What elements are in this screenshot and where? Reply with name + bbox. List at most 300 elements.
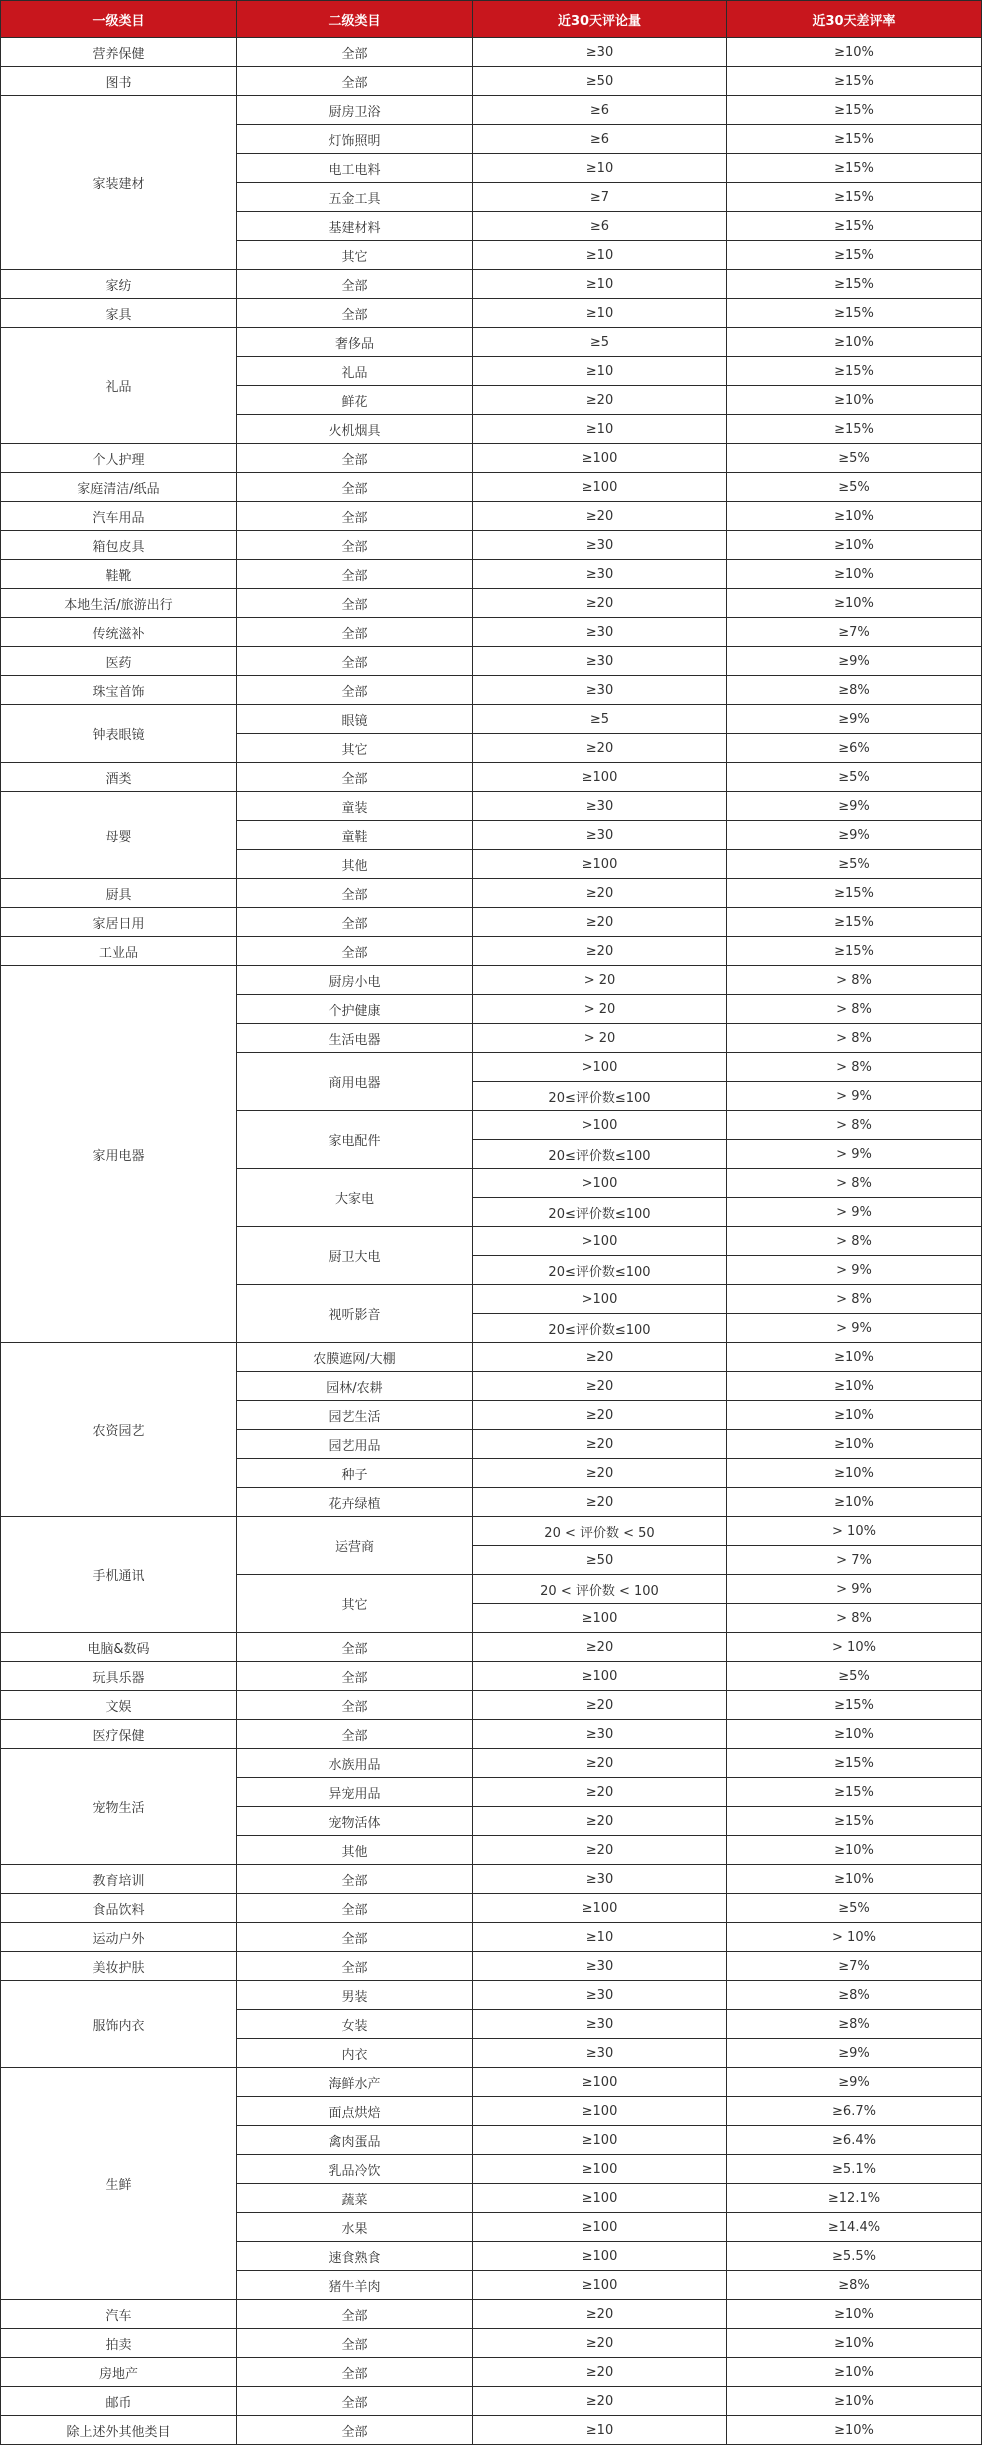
review-count-cell: ≥100 [473, 2155, 727, 2184]
table-row [1, 2387, 982, 2416]
review-count-cell: ≥20 [473, 1343, 727, 1372]
level1-category-cell: 珠宝首饰 [1, 676, 237, 705]
level2-category-cell: 蔬菜 [237, 2184, 473, 2213]
negative-rate-cell: ≥6% [727, 734, 982, 763]
level1-category-cell: 家用电器 [1, 966, 237, 1343]
review-count-cell: ≥20 [473, 1488, 727, 1517]
table-row [1, 67, 982, 96]
level2-category-cell: 全部 [237, 38, 473, 67]
negative-rate-cell: ≥10% [727, 1720, 982, 1749]
review-count-cell: ≥30 [473, 618, 727, 647]
level2-category-cell: 童装 [237, 792, 473, 821]
negative-rate-cell: ≥14.4% [727, 2213, 982, 2242]
negative-rate-cell: > 10% [727, 1517, 982, 1546]
negative-rate-cell: ≥5% [727, 1894, 982, 1923]
negative-rate-cell: ≥10% [727, 1865, 982, 1894]
review-count-cell: ≥30 [473, 531, 727, 560]
negative-rate-cell: ≥10% [727, 2358, 982, 2387]
negative-rate-cell: ≥9% [727, 2039, 982, 2068]
review-count-cell: ≥30 [473, 560, 727, 589]
table-row [1, 705, 982, 734]
negative-rate-cell: ≥5.5% [727, 2242, 982, 2271]
level1-category-cell: 母婴 [1, 792, 237, 879]
table-body [1, 38, 982, 2445]
review-count-cell: ≥30 [473, 1720, 727, 1749]
level1-category-cell: 教育培训 [1, 1865, 237, 1894]
table-row [1, 531, 982, 560]
level1-category-cell: 家庭清洁/纸品 [1, 473, 237, 502]
table-row [1, 270, 982, 299]
review-count-cell: ≥10 [473, 270, 727, 299]
negative-rate-cell: > 7% [727, 1546, 982, 1575]
negative-rate-cell: ≥15% [727, 415, 982, 444]
level2-category-cell: 全部 [237, 560, 473, 589]
negative-rate-cell: ≥12.1% [727, 2184, 982, 2213]
review-count-cell: ≥20 [473, 1459, 727, 1488]
level2-category-cell: 海鲜水产 [237, 2068, 473, 2097]
level2-category-cell: 全部 [237, 2329, 473, 2358]
table-row [1, 647, 982, 676]
level1-category-cell: 礼品 [1, 328, 237, 444]
negative-rate-cell: ≥15% [727, 299, 982, 328]
level2-category-cell: 园林/农耕 [237, 1372, 473, 1401]
review-count-cell: ≥20 [473, 1749, 727, 1778]
review-count-cell: ≥20 [473, 908, 727, 937]
level1-category-cell: 医疗保健 [1, 1720, 237, 1749]
negative-rate-cell: ≥15% [727, 212, 982, 241]
table-row [1, 2329, 982, 2358]
header-level2-category: 二级类目 [237, 1, 473, 38]
level1-category-cell: 玩具乐器 [1, 1662, 237, 1691]
negative-rate-cell: ≥9% [727, 705, 982, 734]
review-count-cell: ≥20 [473, 2329, 727, 2358]
negative-rate-cell: > 8% [727, 1024, 982, 1053]
negative-rate-cell: ≥15% [727, 1807, 982, 1836]
table-row [1, 1894, 982, 1923]
level2-category-cell: 水族用品 [237, 1749, 473, 1778]
review-count-cell: ≥30 [473, 2010, 727, 2039]
review-count-cell: ≥10 [473, 2416, 727, 2445]
review-count-cell: ≥20 [473, 2387, 727, 2416]
review-count-cell: ≥20 [473, 1430, 727, 1459]
negative-rate-cell: ≥7% [727, 618, 982, 647]
review-count-cell: ≥30 [473, 792, 727, 821]
level1-category-cell: 手机通讯 [1, 1517, 237, 1633]
level1-category-cell: 汽车 [1, 2300, 237, 2329]
review-count-cell: ≥10 [473, 154, 727, 183]
review-count-cell: ≥100 [473, 1894, 727, 1923]
level2-category-cell: 全部 [237, 1894, 473, 1923]
table-row [1, 908, 982, 937]
level2-category-cell: 禽肉蛋品 [237, 2126, 473, 2155]
level2-category-cell: 水果 [237, 2213, 473, 2242]
level1-category-cell: 医药 [1, 647, 237, 676]
review-count-cell: ≥20 [473, 502, 727, 531]
negative-rate-cell: > 9% [727, 1198, 982, 1227]
table-row [1, 1517, 982, 1546]
level2-category-cell: 鲜花 [237, 386, 473, 415]
level2-category-cell: 全部 [237, 299, 473, 328]
level1-category-cell: 厨具 [1, 879, 237, 908]
negative-rate-cell: > 8% [727, 1111, 982, 1140]
level2-category-cell: 全部 [237, 879, 473, 908]
review-count-cell: ≥50 [473, 1546, 727, 1575]
level1-category-cell: 除上述外其他类目 [1, 2416, 237, 2445]
level2-category-cell: 农膜遮网/大棚 [237, 1343, 473, 1372]
negative-rate-cell: ≥15% [727, 125, 982, 154]
level2-category-cell: 全部 [237, 2387, 473, 2416]
negative-rate-cell: > 8% [727, 1053, 982, 1082]
level2-category-cell: 眼镜 [237, 705, 473, 734]
review-count-cell: ≥10 [473, 1923, 727, 1952]
table-row [1, 879, 982, 908]
negative-rate-cell: ≥10% [727, 589, 982, 618]
level2-category-cell: 全部 [237, 270, 473, 299]
negative-rate-cell: ≥15% [727, 183, 982, 212]
level2-category-cell: 基建材料 [237, 212, 473, 241]
table-row [1, 2358, 982, 2387]
review-count-cell: ≥100 [473, 2097, 727, 2126]
header-review-count-30d: 近30天评论量 [473, 1, 727, 38]
review-count-cell: ≥100 [473, 2271, 727, 2300]
negative-rate-cell: ≥9% [727, 821, 982, 850]
negative-rate-cell: ≥15% [727, 67, 982, 96]
negative-rate-cell: > 10% [727, 1923, 982, 1952]
level2-category-cell: 宠物活体 [237, 1807, 473, 1836]
negative-rate-cell: > 9% [727, 1256, 982, 1285]
negative-rate-cell: ≥8% [727, 1981, 982, 2010]
level2-category-cell: 灯饰照明 [237, 125, 473, 154]
negative-rate-cell: > 10% [727, 1633, 982, 1662]
negative-rate-cell: ≥15% [727, 908, 982, 937]
negative-rate-cell: > 8% [727, 1169, 982, 1198]
review-count-cell: > 20 [473, 1024, 727, 1053]
table-row [1, 1691, 982, 1720]
table-row [1, 2300, 982, 2329]
review-count-cell: >100 [473, 1227, 727, 1256]
table-row [1, 1923, 982, 1952]
table-row [1, 2416, 982, 2445]
review-count-cell: ≥20 [473, 1401, 727, 1430]
review-count-cell: ≥100 [473, 2242, 727, 2271]
negative-rate-cell: > 9% [727, 1140, 982, 1169]
negative-rate-cell: ≥10% [727, 328, 982, 357]
level1-category-cell: 文娱 [1, 1691, 237, 1720]
review-count-cell: ≥10 [473, 299, 727, 328]
level2-category-cell: 园艺生活 [237, 1401, 473, 1430]
table-row [1, 1720, 982, 1749]
level2-category-cell: 全部 [237, 2416, 473, 2445]
header-negative-rate-30d: 近30天差评率 [727, 1, 982, 38]
level2-category-cell: 全部 [237, 1691, 473, 1720]
review-count-cell: ≥100 [473, 2126, 727, 2155]
table-row [1, 299, 982, 328]
level2-category-cell: 全部 [237, 1662, 473, 1691]
review-count-cell: 20≤评价数≤100 [473, 1198, 727, 1227]
negative-rate-cell: > 9% [727, 1575, 982, 1604]
negative-rate-cell: ≥6.7% [727, 2097, 982, 2126]
review-count-cell: > 20 [473, 966, 727, 995]
negative-rate-cell: ≥8% [727, 2271, 982, 2300]
review-count-cell: ≥50 [473, 67, 727, 96]
table-row [1, 1662, 982, 1691]
negative-rate-cell: ≥10% [727, 1430, 982, 1459]
review-count-cell: ≥30 [473, 1981, 727, 2010]
table-row [1, 1633, 982, 1662]
negative-rate-cell: ≥15% [727, 879, 982, 908]
level2-category-cell: 童鞋 [237, 821, 473, 850]
level1-category-cell: 工业品 [1, 937, 237, 966]
review-count-cell: ≥100 [473, 1604, 727, 1633]
negative-rate-cell: ≥15% [727, 154, 982, 183]
review-count-cell: ≥20 [473, 2358, 727, 2387]
level1-category-cell: 邮币 [1, 2387, 237, 2416]
table-row [1, 502, 982, 531]
level2-category-cell: 家电配件 [237, 1111, 473, 1169]
level1-category-cell: 房地产 [1, 2358, 237, 2387]
table-row [1, 328, 982, 357]
table-row [1, 1343, 982, 1372]
level2-category-cell: 全部 [237, 531, 473, 560]
level2-category-cell: 全部 [237, 1865, 473, 1894]
review-count-cell: >100 [473, 1169, 727, 1198]
table-row [1, 792, 982, 821]
negative-rate-cell: ≥10% [727, 1459, 982, 1488]
negative-rate-cell: ≥9% [727, 792, 982, 821]
review-count-cell: 20≤评价数≤100 [473, 1256, 727, 1285]
negative-rate-cell: ≥10% [727, 2416, 982, 2445]
review-count-cell: ≥10 [473, 357, 727, 386]
level2-category-cell: 全部 [237, 1923, 473, 1952]
table-row [1, 444, 982, 473]
review-count-cell: ≥20 [473, 1633, 727, 1662]
level2-category-cell: 大家电 [237, 1169, 473, 1227]
review-count-cell: ≥20 [473, 1372, 727, 1401]
table-row [1, 1952, 982, 1981]
review-count-cell: ≥20 [473, 879, 727, 908]
negative-rate-cell: ≥6.4% [727, 2126, 982, 2155]
level2-category-cell: 礼品 [237, 357, 473, 386]
level2-category-cell: 厨卫大电 [237, 1227, 473, 1285]
level2-category-cell: 全部 [237, 937, 473, 966]
level1-category-cell: 美妆护肤 [1, 1952, 237, 1981]
review-count-cell: ≥5 [473, 328, 727, 357]
review-count-cell: ≥6 [473, 125, 727, 154]
negative-rate-cell: ≥5.1% [727, 2155, 982, 2184]
negative-rate-cell: ≥7% [727, 1952, 982, 1981]
review-count-cell: ≥100 [473, 2184, 727, 2213]
negative-rate-cell: ≥8% [727, 676, 982, 705]
level2-category-cell: 其它 [237, 241, 473, 270]
review-count-cell: 20≤评价数≤100 [473, 1140, 727, 1169]
level1-category-cell: 农资园艺 [1, 1343, 237, 1517]
table-row [1, 96, 982, 125]
level1-category-cell: 家纺 [1, 270, 237, 299]
level2-category-cell: 全部 [237, 2300, 473, 2329]
review-count-cell: 20≤评价数≤100 [473, 1082, 727, 1111]
negative-rate-cell: ≥10% [727, 1372, 982, 1401]
level1-category-cell: 营养保健 [1, 38, 237, 67]
review-count-cell: ≥20 [473, 386, 727, 415]
table-header [1, 1, 982, 38]
level2-category-cell: 五金工具 [237, 183, 473, 212]
review-count-cell: ≥10 [473, 415, 727, 444]
negative-rate-cell: ≥10% [727, 502, 982, 531]
review-count-cell: ≥30 [473, 676, 727, 705]
table-row [1, 966, 982, 995]
review-count-cell: ≥6 [473, 96, 727, 125]
table-row [1, 560, 982, 589]
table-row [1, 937, 982, 966]
level2-category-cell: 内衣 [237, 2039, 473, 2068]
negative-rate-cell: ≥10% [727, 38, 982, 67]
review-count-cell: > 20 [473, 995, 727, 1024]
level2-category-cell: 猪牛羊肉 [237, 2271, 473, 2300]
review-count-cell: ≥20 [473, 1836, 727, 1865]
negative-rate-cell: ≥10% [727, 531, 982, 560]
level1-category-cell: 家具 [1, 299, 237, 328]
level1-category-cell: 钟表眼镜 [1, 705, 237, 763]
table-row [1, 1749, 982, 1778]
level2-category-cell: 全部 [237, 1952, 473, 1981]
negative-rate-cell: > 8% [727, 995, 982, 1024]
negative-rate-cell: ≥10% [727, 2300, 982, 2329]
negative-rate-cell: ≥9% [727, 2068, 982, 2097]
table-row [1, 473, 982, 502]
negative-rate-cell: > 9% [727, 1314, 982, 1343]
level2-category-cell: 异宠用品 [237, 1778, 473, 1807]
table-row [1, 1981, 982, 2010]
level2-category-cell: 其它 [237, 1575, 473, 1633]
review-count-cell: ≥20 [473, 937, 727, 966]
review-count-cell: ≥100 [473, 1662, 727, 1691]
level1-category-cell: 运动户外 [1, 1923, 237, 1952]
level1-category-cell: 家居日用 [1, 908, 237, 937]
level2-category-cell: 面点烘焙 [237, 2097, 473, 2126]
review-count-cell: ≥20 [473, 2300, 727, 2329]
header-row [1, 1, 982, 38]
review-count-cell: ≥20 [473, 1778, 727, 1807]
review-count-cell: ≥100 [473, 850, 727, 879]
review-count-cell: ≥30 [473, 1952, 727, 1981]
negative-rate-cell: ≥10% [727, 1488, 982, 1517]
level2-category-cell: 全部 [237, 618, 473, 647]
negative-rate-cell: ≥5% [727, 763, 982, 792]
negative-rate-cell: ≥15% [727, 357, 982, 386]
level2-category-cell: 种子 [237, 1459, 473, 1488]
table-row [1, 2068, 982, 2097]
review-count-cell: ≥100 [473, 2068, 727, 2097]
level2-category-cell: 男装 [237, 1981, 473, 2010]
level1-category-cell: 宠物生活 [1, 1749, 237, 1865]
review-count-cell: ≥30 [473, 38, 727, 67]
level2-category-cell: 全部 [237, 647, 473, 676]
negative-rate-cell: > 9% [727, 1082, 982, 1111]
level2-category-cell: 速食熟食 [237, 2242, 473, 2271]
review-count-cell: ≥20 [473, 589, 727, 618]
negative-rate-cell: ≥10% [727, 2329, 982, 2358]
level2-category-cell: 奢侈品 [237, 328, 473, 357]
review-count-cell: ≥20 [473, 1691, 727, 1720]
negative-rate-cell: ≥5% [727, 850, 982, 879]
negative-rate-cell: ≥5% [727, 1662, 982, 1691]
level2-category-cell: 全部 [237, 67, 473, 96]
review-count-cell: 20 < 评价数 < 100 [473, 1575, 727, 1604]
review-count-cell: ≥20 [473, 734, 727, 763]
negative-rate-cell: ≥15% [727, 96, 982, 125]
table-row [1, 618, 982, 647]
level2-category-cell: 其他 [237, 850, 473, 879]
level2-category-cell: 个护健康 [237, 995, 473, 1024]
review-count-cell: ≥30 [473, 1865, 727, 1894]
negative-rate-cell: ≥5% [727, 444, 982, 473]
level2-category-cell: 乳品冷饮 [237, 2155, 473, 2184]
level2-category-cell: 园艺用品 [237, 1430, 473, 1459]
review-count-cell: ≥20 [473, 1807, 727, 1836]
negative-rate-cell: ≥10% [727, 1836, 982, 1865]
level1-category-cell: 拍卖 [1, 2329, 237, 2358]
negative-rate-cell: > 8% [727, 1227, 982, 1256]
level1-category-cell: 生鲜 [1, 2068, 237, 2300]
negative-rate-cell: ≥10% [727, 1401, 982, 1430]
table-row [1, 676, 982, 705]
header-level1-category: 一级类目 [1, 1, 237, 38]
review-count-cell: ≥100 [473, 2213, 727, 2242]
level1-category-cell: 汽车用品 [1, 502, 237, 531]
review-count-cell: ≥100 [473, 444, 727, 473]
review-count-cell: ≥5 [473, 705, 727, 734]
level1-category-cell: 鞋靴 [1, 560, 237, 589]
table-row [1, 763, 982, 792]
level2-category-cell: 全部 [237, 444, 473, 473]
negative-rate-cell: ≥8% [727, 2010, 982, 2039]
review-count-cell: ≥100 [473, 473, 727, 502]
level2-category-cell: 女装 [237, 2010, 473, 2039]
negative-rate-cell: ≥15% [727, 1749, 982, 1778]
review-count-cell: ≥30 [473, 821, 727, 850]
level1-category-cell: 箱包皮具 [1, 531, 237, 560]
negative-rate-cell: ≥10% [727, 1343, 982, 1372]
table-row [1, 1865, 982, 1894]
level2-category-cell: 运营商 [237, 1517, 473, 1575]
negative-rate-cell: ≥15% [727, 937, 982, 966]
level2-category-cell: 其他 [237, 1836, 473, 1865]
level2-category-cell: 电工电料 [237, 154, 473, 183]
level1-category-cell: 食品饮料 [1, 1894, 237, 1923]
review-count-cell: ≥10 [473, 241, 727, 270]
level2-category-cell: 花卉绿植 [237, 1488, 473, 1517]
level2-category-cell: 全部 [237, 908, 473, 937]
table-row [1, 589, 982, 618]
level2-category-cell: 全部 [237, 589, 473, 618]
level1-category-cell: 电脑&数码 [1, 1633, 237, 1662]
negative-rate-cell: ≥10% [727, 560, 982, 589]
negative-rate-cell: ≥10% [727, 2387, 982, 2416]
table-row [1, 38, 982, 67]
negative-rate-cell: > 8% [727, 1604, 982, 1633]
level1-category-cell: 服饰内衣 [1, 1981, 237, 2068]
review-count-cell: 20≤评价数≤100 [473, 1314, 727, 1343]
level2-category-cell: 全部 [237, 676, 473, 705]
level1-category-cell: 传统滋补 [1, 618, 237, 647]
review-count-cell: ≥6 [473, 212, 727, 241]
review-count-cell: ≥30 [473, 2039, 727, 2068]
negative-rate-cell: ≥15% [727, 270, 982, 299]
level2-category-cell: 生活电器 [237, 1024, 473, 1053]
level2-category-cell: 全部 [237, 2358, 473, 2387]
level2-category-cell: 火机烟具 [237, 415, 473, 444]
level2-category-cell: 其它 [237, 734, 473, 763]
